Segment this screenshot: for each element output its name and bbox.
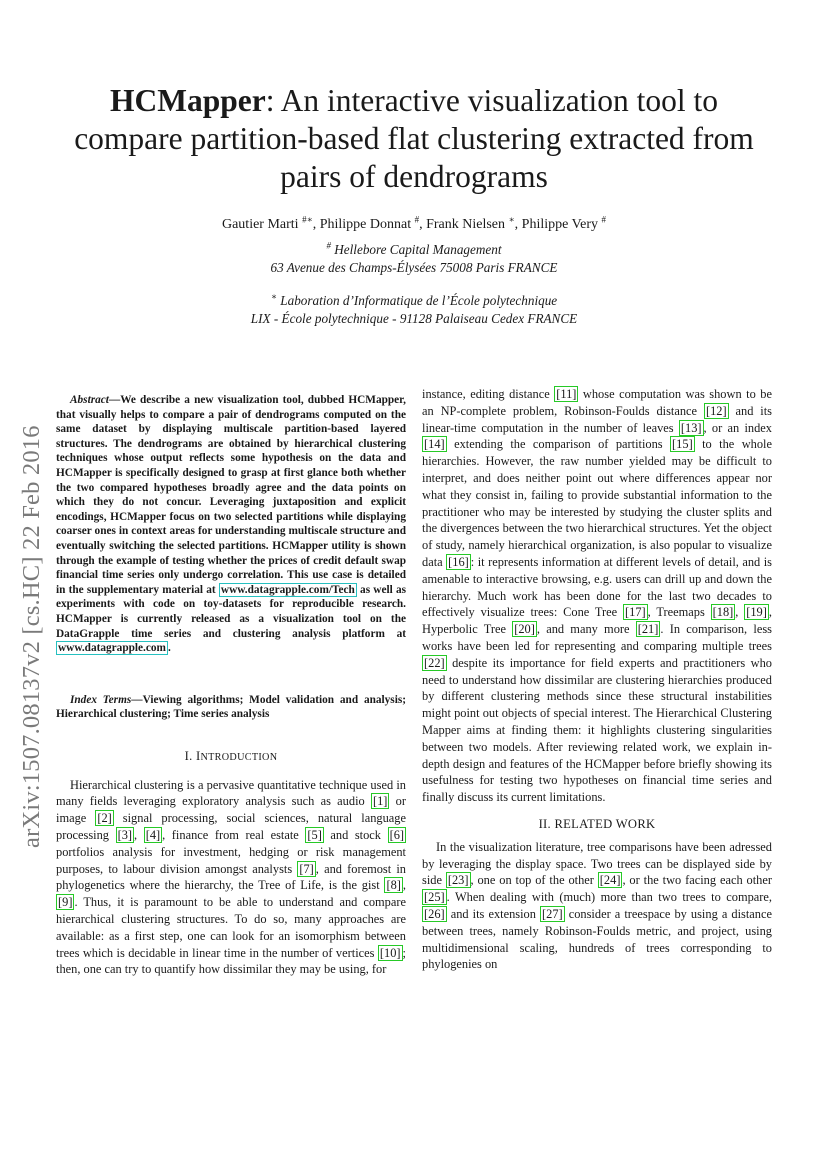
citation-link[interactable]: [21]: [637, 622, 659, 637]
left-column: [56, 393, 406, 978]
section-2-name: ELATED WORK: [563, 816, 656, 831]
index-terms-text: —Viewing algorithms; Model validation and analysis; Hierarchical clustering; Time series analysis: [56, 693, 407, 721]
index-terms: [56, 693, 406, 722]
body-text: In the visualization literature, tree comparisons have been adressed by leveraging the display space. Two trees can be displayed side by side: [422, 839, 772, 888]
author-1-mark: #∗: [302, 214, 313, 225]
body-text: , or the two facing each other: [622, 873, 772, 888]
citation-link[interactable]: [10]: [379, 945, 401, 960]
citation-link[interactable]: [14]: [424, 437, 445, 452]
citation-link[interactable]: [6]: [389, 828, 405, 843]
affiliation-1-address: 63 Avenue des Champs-Élysées 75008 Paris FRANCE: [270, 260, 558, 275]
body-text: signal processing, social sciences, natural language processing: [56, 811, 406, 843]
author-list: Gautier Marti #∗, Philippe Donnat #, Frank Nielsen ∗, Philippe Very #: [221, 214, 607, 232]
citation-link[interactable]: [19]: [746, 605, 767, 620]
body-text: , and foremost in phylogenetics where the hierarchy, the Tree of Life, is the gist: [56, 861, 406, 893]
section-2-number: II. R: [538, 816, 564, 831]
citation-link[interactable]: [8]: [386, 878, 401, 893]
abstract-text-2: as well as experiments with code on toy-datasets for reproducible research. HCMapper is currently released as a visualization tool on the DataGrapple time series and clustering analysis platform at: [56, 583, 407, 640]
citation-link[interactable]: [22]: [424, 655, 445, 670]
body-text: , one on top of the other: [470, 873, 598, 888]
section-1-number: I. I: [184, 748, 201, 763]
body-text: or image: [56, 794, 406, 826]
affiliation-2-address: LIX - École polytechnique - 91128 Palaiseau Cedex FRANCE: [250, 311, 578, 326]
body-text: whose computation was shown to be an NP-complete problem, Robinson-Foulds distance: [422, 387, 772, 418]
index-terms-label: Index Terms: [70, 693, 132, 706]
abstract-text-3: .: [167, 642, 171, 655]
citation-link[interactable]: [20]: [514, 622, 535, 637]
citation-link[interactable]: [5]: [307, 828, 322, 843]
body-text: , Treemaps: [647, 605, 711, 620]
abstract-label: Abstract: [70, 394, 109, 406]
author-4-mark: #: [601, 214, 607, 225]
body-text: , Hyperbolic Tree: [422, 605, 772, 637]
citation-link[interactable]: [11]: [556, 387, 577, 401]
supplementary-link[interactable]: www.datagrapple.com/Tech: [220, 583, 355, 596]
body-text: Hierarchical clustering is a pervasive quantitative technique used in many fields leveraging exploratory analysis such as audio: [56, 777, 406, 809]
affiliation-1: [60, 241, 768, 277]
affiliation-2-name: Laboration d’Informatique de l’École polytechnique: [280, 293, 558, 308]
author-2-mark: #: [414, 214, 420, 225]
citation-link[interactable]: [18]: [712, 605, 734, 620]
author-3-mark: ∗: [508, 214, 515, 225]
affiliation-1-mark: #: [326, 240, 331, 251]
affiliation-2: [60, 292, 768, 328]
citation-link[interactable]: [27]: [542, 906, 563, 921]
body-text: . When dealing with (much) more than two trees to compare,: [446, 890, 772, 905]
right-column: [422, 386, 772, 973]
body-text: , finance from real estate: [162, 828, 306, 843]
author-4: Philippe Very: [521, 217, 599, 232]
citation-link[interactable]: [7]: [299, 861, 314, 876]
section-heading-introduction: [56, 748, 406, 767]
body-text: despite its importance for field experts and practitioners who need to understand how dissimilar are clustering hierarchies produced by different clustering methods since these structural instabilities might point out objects of special interest. The Hierarchical Clustering Mapper aims at finding them: it highlights clustering singularities between two models. After reviewing related work, we explain in-depth design and features of the HCMapper before briefly showing its usefulness for testing two hypotheses on financial time series and finally discuss its current limitations.: [422, 655, 772, 805]
citation-link[interactable]: [9]: [58, 895, 73, 910]
citation-link[interactable]: [4]: [145, 828, 161, 843]
citation-link[interactable]: [15]: [672, 437, 693, 452]
author-2: Philippe Donnat: [319, 217, 412, 232]
arxiv-identifier: arXiv:1507.08137v2 [cs.HC] 22 Feb 2016: [18, 425, 45, 848]
body-text: ,: [402, 878, 406, 893]
section-heading-related-work: [422, 816, 772, 833]
body-text: ; then, one can try to quantify how dissimilar they may be using, for: [56, 945, 406, 977]
body-text: consider a treespace by using a distance between trees, namely Robinson-Foulds metric, and project, using multidimensional scaling, hundreds of trees corresponding to phylogenies on: [422, 906, 772, 972]
body-text: and stock: [323, 828, 388, 843]
body-text: to the whole hierarchies. However, the raw number yielded may be difficult to interpret, and does neither point out where differences appear nor what they consist in, failing to provide substantial information to the practitioner who may be interested by studying the cluster splits and the divergences between the two hierarchical structures. Yet the object of study, namely hierarchical organization, is also popular to visualize data: [422, 437, 772, 569]
affiliation-2-mark: ∗: [270, 291, 277, 302]
datagrapple-link[interactable]: www.datagrapple.com: [58, 642, 166, 655]
body-text: : it represents information at different levels of detail, and is amenable to interactive browsing, e.g. users can drill up and down the hierarchy. Much work has been done for the last two decades to effectively visualize trees: Cone Tree: [422, 554, 772, 620]
author-1: Gautier Marti: [221, 217, 299, 232]
intro-paragraph: [56, 777, 406, 979]
citation-link[interactable]: [25]: [424, 890, 445, 905]
title-tool-name: HCMapper: [109, 83, 266, 118]
title-rest: : An interactive visualization tool to compare partition-based flat clustering extracted from pairs of dendrograms: [74, 83, 754, 194]
body-text: . Thus, it is paramount to be able to understand and compare hierarchical clustering structures. To do so, many approaches are available: as a first step, one can look for an isomorphism between trees which is decidable in linear time in the number of vertices: [56, 895, 406, 960]
body-text: , or an index: [703, 420, 772, 435]
author-3: Frank Nielsen: [426, 217, 506, 232]
citation-link[interactable]: [3]: [117, 828, 133, 843]
body-text: . In comparison, less works have been led for representing and comparing multiple trees: [422, 622, 772, 653]
citation-link[interactable]: [13]: [680, 420, 702, 435]
body-text: instance, editing distance: [422, 387, 555, 401]
body-text: and its extension: [446, 906, 540, 921]
body-text: ,: [134, 828, 144, 843]
citation-link[interactable]: [23]: [447, 873, 469, 888]
citation-link[interactable]: [16]: [448, 554, 469, 569]
body-text: extending the comparison of partitions: [446, 437, 671, 452]
body-text: and its linear-time computation in the number of leaves: [422, 403, 773, 435]
citation-link[interactable]: [26]: [424, 906, 445, 921]
body-text: portfolios analysis for investment, hedging or risk management purposes, to labour division amongst analysts: [56, 844, 406, 876]
related-work-paragraph: [422, 839, 772, 973]
intro-paragraph-continued: [422, 386, 772, 806]
citation-link[interactable]: [12]: [705, 403, 727, 418]
citation-link[interactable]: [1]: [372, 794, 388, 809]
citation-link[interactable]: [2]: [97, 811, 112, 826]
affiliation-1-name: Hellebore Capital Management: [334, 242, 502, 257]
abstract-text-1: —We describe a new visualization tool, dubbed HCMapper, that visually helps to compare a pair of dendrograms computed on the same dataset by displaying multiscale partition-based layered structures. The dendrograms are obtained by hierarchical clustering techniques whose output reflects some hypothesis on the data and HCMapper is specifically designed to grasp at first glance both whether the two compared hypotheses broadly agree and the data points on which they do not concur. Leveraging juxtaposition and explicit encodings, HCMapper focus on two selected partitions while displaying coarser ones in context areas for understanding multiscale structure and eventually switching the selected partitions. HCMapper utility is shown through the example of testing whether the prices of credit default swap financial time series only undergo correlation. This use case is detailed in the supplementary material at: [56, 394, 406, 596]
citation-link[interactable]: [17]: [625, 605, 646, 620]
body-text: ,: [735, 605, 745, 620]
paper-title: [60, 82, 768, 196]
abstract: [56, 393, 406, 656]
body-text: , and many more: [536, 622, 636, 637]
section-1-name: NTRODUCTION: [200, 751, 278, 763]
citation-link[interactable]: [24]: [599, 873, 621, 888]
